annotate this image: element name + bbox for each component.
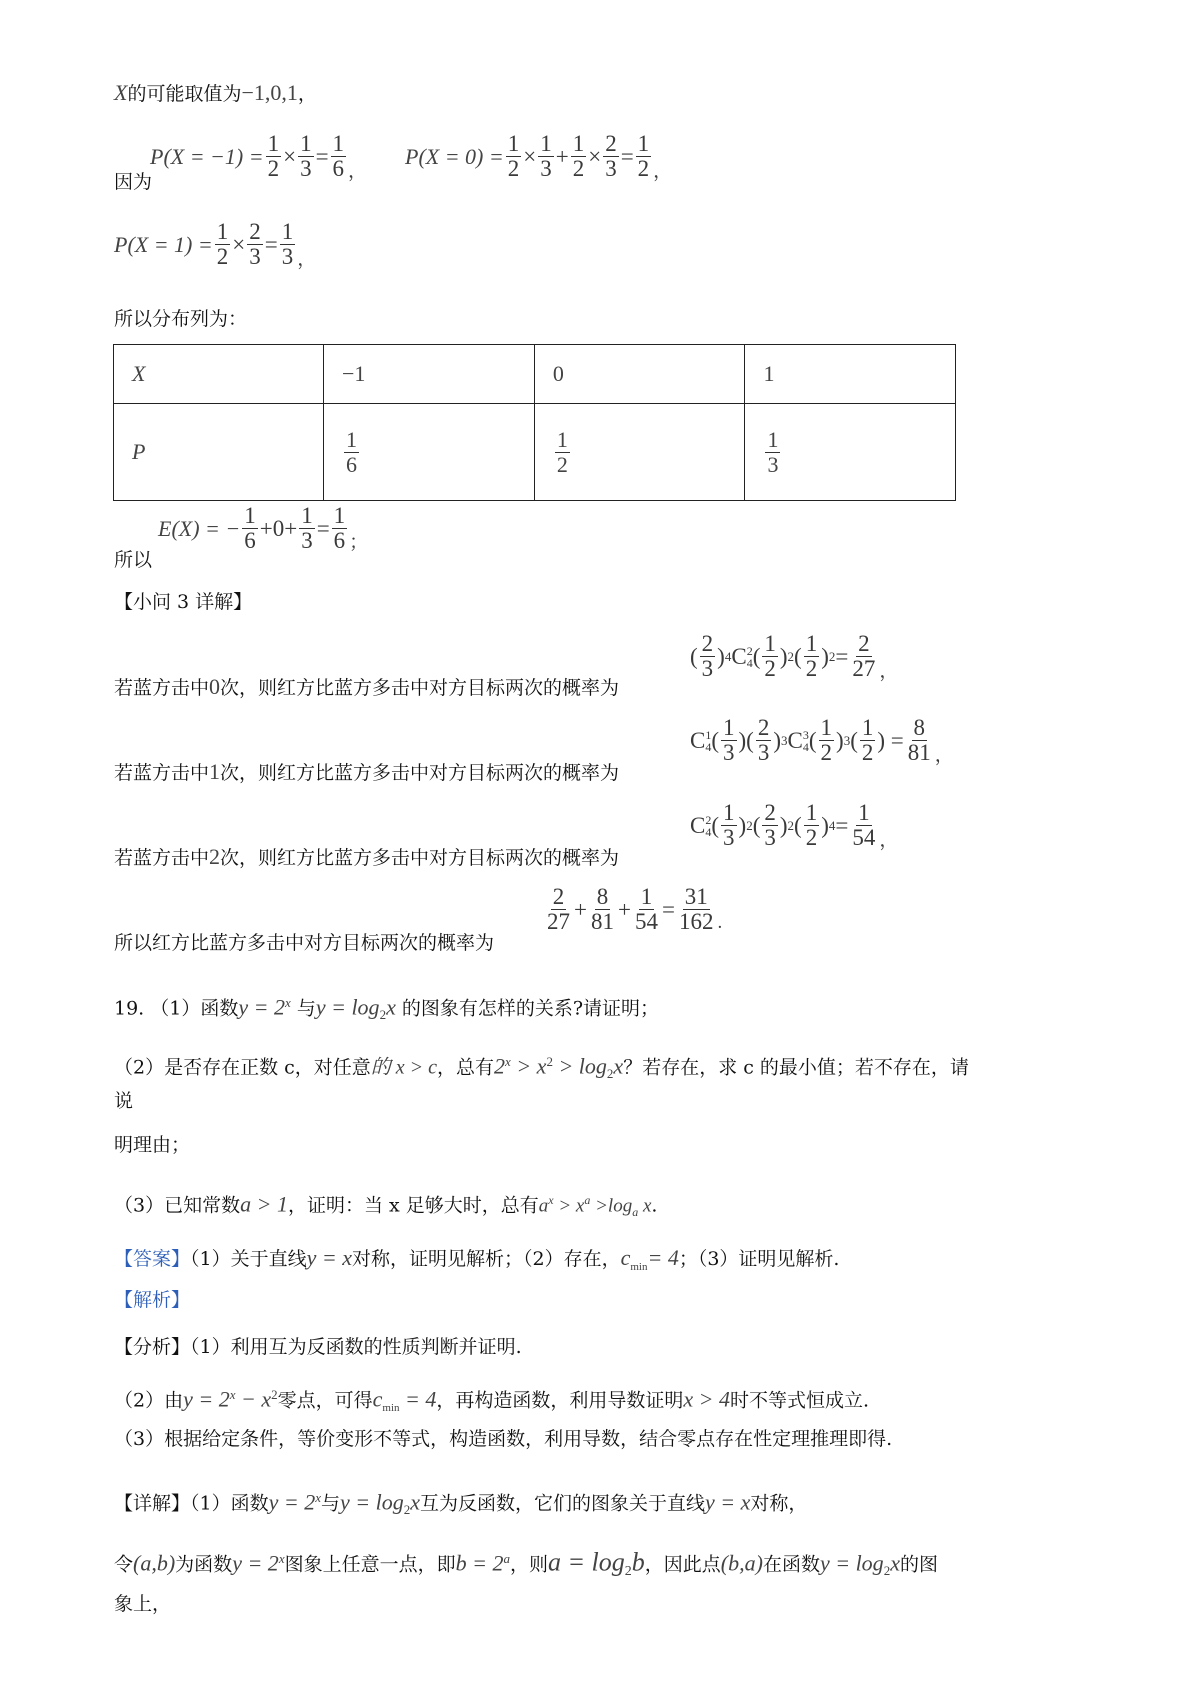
blue-hits-1-formula: C 1 4 ( $\frac{1}{3}$ )( $\frac{2}{3}$ ) 3 C 3 4 ( $\frac{1}{2}$ ) 3 ( $\frac{1}{2}$ ) = $\frac{8}{81}$ ， (690, 714, 954, 766)
blue-hits-2-line: 若蓝方击中2次，则红方比蓝方多击中对方目标两次的概率为 (114, 844, 620, 869)
table-cell: P (114, 404, 324, 501)
blue-hits-1-line: 若蓝方击中1次，则红方比蓝方多击中对方目标两次的概率为 (114, 759, 620, 784)
prob-x-1-formula: P(X = 1) = $\frac{1}{2}$ × $\frac{2}{3}$ = $\frac{1}{3}$ ， (114, 218, 317, 270)
prob-x-0-formula: P(X = 0) = $\frac{1}{2}$ × $\frac{1}{3}$ + $\frac{1}{2}$ × $\frac{2}{3}$ = $\frac{1}{2}$ ， (405, 130, 673, 182)
table-cell: $\frac{1}{3}$ (745, 404, 956, 501)
table-cell: 1 (745, 345, 956, 404)
analysis-line-1: 【分析】（1）利用互为反函数的性质判断并证明. (114, 1336, 522, 1358)
blue-hits-0-formula: ( $\frac{2}{3}$ ) 4 C 2 4 ( $\frac{1}{2}$ ) 2 ( $\frac{1}{2}$ ) 2 = $\frac{2}{27}$ ， (690, 630, 899, 682)
analysis-line-2: （2）由$y = 2^x - x^2$零点，可得$c_{min} = 4$，再构造函数，利用导数证明x > 4时不等式恒成立. (114, 1386, 870, 1415)
blue-hits-0-line: 若蓝方击中0次，则红方比蓝方多击中对方目标两次的概率为 (114, 674, 620, 699)
table-row (114, 404, 956, 501)
answer-line: 【答案】（1）关于直线y = x对称，证明见解析；（2）存在，$c_{min}= 4$；（3）证明见解析. (114, 1245, 840, 1273)
distribution-table (113, 344, 956, 501)
therefore-label: 所以 (114, 549, 153, 571)
table-cell: $\frac{1}{6}$ (323, 404, 534, 501)
distribution-label: 所以分布列为： (114, 308, 248, 330)
question-19-part-3: （3）已知常数a > 1，证明：当 x 足够大时，总有$a^x > x^a >\log_a$ x. (114, 1191, 658, 1220)
detail-line-2: 令(a,b)为函数$y = 2^x$图象上任意一点，即$b = 2^a$，则$a = \log_2b$，因此点(b,a)在函数$y = \log_2x$的图 (114, 1547, 938, 1580)
table-row (114, 345, 956, 404)
because-label: 因为 (114, 171, 153, 193)
question-19-part-2-end: 明理由； (114, 1134, 191, 1156)
blue-hits-2-formula: C 2 4 ( $\frac{1}{3}$ ) 2 ( $\frac{2}{3}$ ) 2 ( $\frac{1}{2}$ ) 4 = $\frac{1}{54}$ ， (690, 799, 899, 851)
total-probability-formula: $\frac{2}{27}$ + $\frac{8}{81}$ + $\frac{1}{54}$ = $\frac{31}{162}$ . (547, 884, 723, 935)
total-probability-line: 所以红方比蓝方多击中对方目标两次的概率为 (114, 932, 495, 954)
possible-values-line: X的可能取值为−1,0,1， (114, 80, 317, 105)
question-19-part-2: （2）是否存在正数 c，对任意的 x > c，总有$2^x > x^2 > \log_2x$？若存在，求 c 的最小值；若不存在，请 (114, 1053, 969, 1082)
question-19-part-2-cont: 说 (114, 1090, 134, 1112)
subquestion-3-heading: 【小问 3 详解】 (114, 591, 253, 613)
table-cell: X (114, 345, 324, 404)
detail-line-3: 象上， (114, 1593, 172, 1615)
expectation-formula: E(X) = − $\frac{1}{6}$ +0+ $\frac{1}{3}$ = $\frac{1}{6}$ ； (158, 502, 369, 553)
analysis-line-3: （3）根据给定条件，等价变形不等式，构造函数，利用导数，结合零点存在性定理推理即得. (114, 1428, 893, 1450)
detail-line-1: 【详解】（1）函数$y = 2^x$与$y = \log_2x$互为反函数，它们的图象关于直线y = x对称， (114, 1489, 808, 1518)
table-cell: 0 (534, 345, 745, 404)
analysis-heading: 【解析】 (114, 1289, 191, 1311)
table-cell: −1 (323, 345, 534, 404)
question-19-part-1: 19. （1）函数$y = 2^x$ 与$y = \log_2x$ 的图象有怎样的关系?请证明； (114, 994, 660, 1023)
prob-x-neg1-formula: P(X = −1) = $\frac{1}{2}$ × $\frac{1}{3}$ = $\frac{1}{6}$ ， (150, 130, 368, 182)
table-cell: $\frac{1}{2}$ (534, 404, 745, 501)
